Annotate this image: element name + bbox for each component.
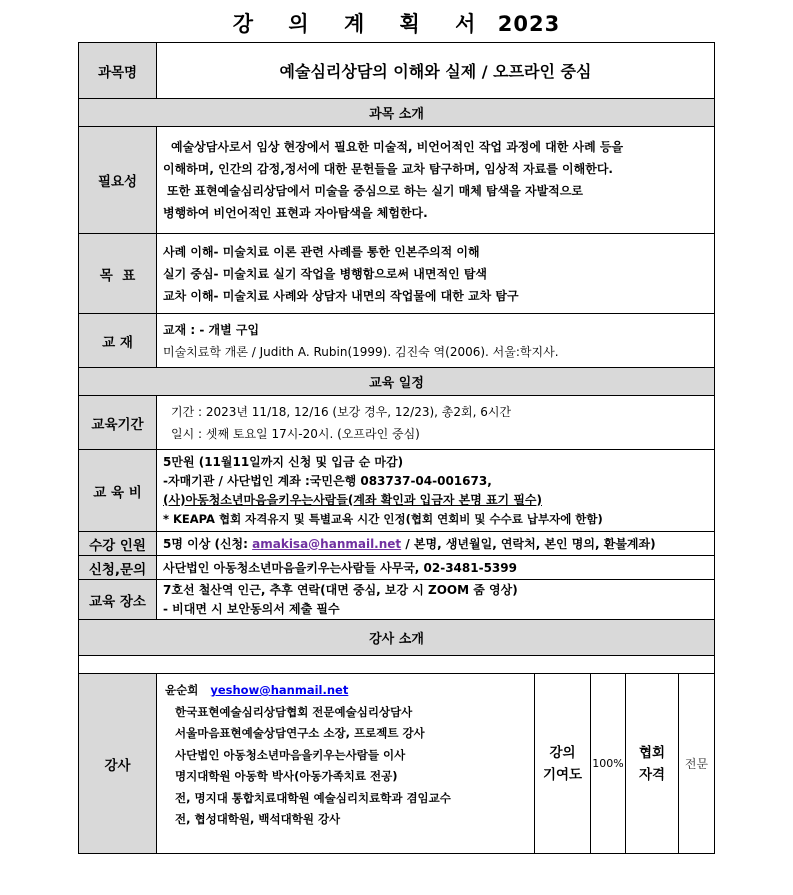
contribution-label-line: 기여도 [542,766,583,783]
necessity-content [157,127,715,234]
contribution-label-line: 강의 [549,744,576,761]
section-instructor: 강사 소개 [79,620,715,656]
necessity-line: 이해하며, 인간의 감정,정서에 대한 문헌들을 교차 탐구하며, 임상적 자료를 이해한다. [163,162,613,176]
textbook-line: 미술치료학 개론 / Judith A. Rubin(1999). 김진숙 역(2006). 서울:학지사. [163,344,559,359]
goals-label-text: 목 표 [99,267,136,284]
necessity-line: 병행하여 비언어적인 표현과 자아탐색을 체험한다. [163,206,428,220]
location-content [157,580,715,620]
necessity-label: 필요성 [79,127,157,234]
inquiry-row [79,556,715,580]
certification-label-line: 자격 [638,766,666,783]
section-instructor-row [79,620,715,656]
fee-content [157,450,715,532]
document-title [0,8,793,38]
instructor-name: 윤순희 [165,683,199,697]
course-name: 예술심리상담의 이해와 실제 / 오프라인 중심 [157,43,715,99]
course-label: 과목명 [79,43,157,99]
fee-line: 5만원 (11월11일까지 신청 및 입금 순 마감) [163,454,404,469]
capacity-prefix: 5명 이상 (신청: [163,536,253,551]
certification-label [626,674,679,854]
goal-line: 실기 중심- 미술치료 실기 작업을 병행함으로써 내면적인 탐색 [163,266,488,281]
document-year: 2023 [497,12,561,36]
location-line: - 비대면 시 보안동의서 제출 필수 [163,601,340,616]
fee-line: * KEAPA 협회 자격유지 및 특별교육 시간 인정(협회 연회비 및 수수료 납부자에 한함) [163,511,603,526]
capacity-content [157,532,715,556]
instructor-profile [157,674,535,854]
goals-content [157,234,715,314]
instructor-career-line: 사단법인 아동청소년마음을키우는사람들 이사 [175,747,406,762]
period-content [157,396,715,450]
certification-label-line: 협회 [638,744,666,761]
capacity-suffix: / 본명, 생년월일, 연락처, 본인 명의, 환불계좌) [401,536,656,551]
textbook-row [79,314,715,368]
textbook-label: 교 재 [79,314,157,368]
goal-line: 사례 이해- 미술치료 이론 관련 사례를 통한 인본주의적 이해 [163,244,480,259]
certification-value: 전문 [679,674,715,854]
instructor-career-line: 명지대학원 아동학 박사(아동가족치료 전공) [175,769,398,783]
fee-account-holder: (사)아동청소년마음을키우는사람들(계좌 확인과 입금자 본명 표기 필수) [163,492,542,507]
section-course-intro: 과목 소개 [79,99,715,127]
course-row [79,43,715,99]
instructor-career-line: 전, 명지대 통합치료대학원 예술심리치료학과 겸임교수 [175,790,451,805]
spacer-row [79,656,715,674]
instructor-label: 강사 [79,674,157,854]
necessity-row [79,127,715,234]
syllabus-table [78,42,715,854]
location-line: 7호선 철산역 인근, 추후 연락(대면 중심, 보강 시 ZOOM 줌 영상) [163,582,518,597]
period-label: 교육기간 [79,396,157,450]
necessity-line: 또한 표현예술심리상담에서 미술을 중심으로 하는 실기 매체 탐색을 자발적으로 [167,184,583,198]
section-intro-row [79,99,715,127]
textbook-content [157,314,715,368]
instructor-row [79,674,715,854]
goal-line: 교차 이해- 미술치료 사례와 상담자 내면의 작업물에 대한 교차 탐구 [163,288,519,303]
necessity-line: 예술상담사로서 임상 현장에서 필요한 미술적, 비언어적인 작업 과정에 대한 사례 등을 [171,140,624,154]
instructor-career-line: 전, 협성대학원, 백석대학원 강사 [175,812,341,826]
location-row [79,580,715,620]
instructor-career-line: 서울마음표현예술상담연구소 소장, 프로젝트 강사 [175,726,425,740]
period-row [79,396,715,450]
inquiry-content: 사단법인 아동청소년마음을키우는사람들 사무국, 02-3481-5399 [157,556,715,580]
section-schedule-row [79,368,715,396]
location-label: 교육 장소 [79,580,157,620]
capacity-row [79,532,715,556]
goals-row [79,234,715,314]
capacity-label: 수강 인원 [79,532,157,556]
instructor-career-line: 한국표현예술심리상담협회 전문예술심리상담사 [175,704,413,719]
period-line: 기간 : 2023년 11/18, 12/16 (보강 경우, 12/23), 총2회, 6시간 [171,404,512,419]
inquiry-label: 신청,문의 [79,556,157,580]
period-line: 일시 : 셋째 토요일 17시-20시. (오프라인 중심) [171,426,420,441]
document-title-text: 강 의 계 획 서 [232,12,490,36]
contribution-label [535,674,591,854]
application-email-link[interactable]: amakisa@hanmail.net [252,536,402,551]
contribution-value: 100% [591,674,626,854]
goals-label [79,234,157,314]
textbook-line: 교재 : - 개별 구입 [163,322,260,337]
fee-line: -자매기관 / 사단법인 계좌 :국민은행 083737-04-001673, [163,473,492,488]
fee-row [79,450,715,532]
section-schedule: 교육 일정 [79,368,715,396]
empty-spacer-cell [79,656,715,674]
fee-label: 교 육 비 [79,450,157,532]
instructor-email-link[interactable]: yeshow@hanmail.net [210,683,349,697]
